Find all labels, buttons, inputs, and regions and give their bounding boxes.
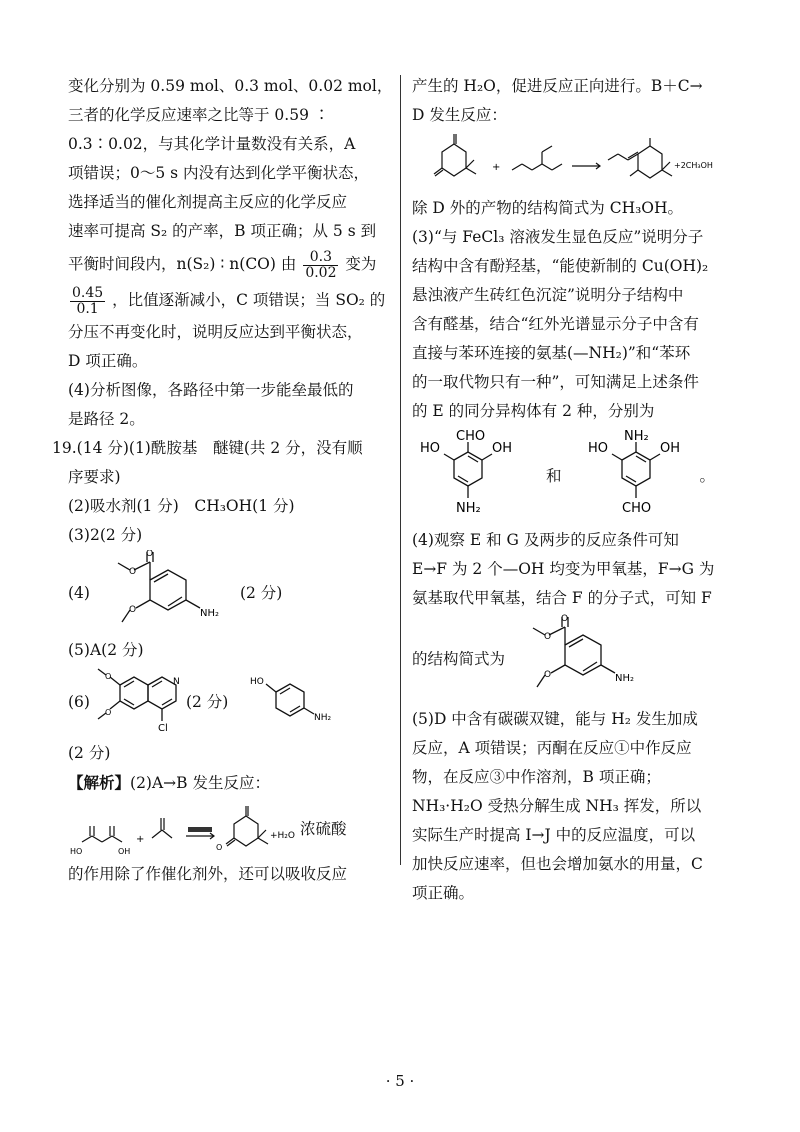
- text-line: 直接与苯环连接的氨基(—NH₂)”和“苯环: [412, 344, 691, 362]
- chlorine-label: Cl: [157, 723, 168, 734]
- oxygen-label: O: [145, 550, 154, 559]
- isomers-row: [412, 426, 742, 526]
- oxygen-label: O: [104, 672, 112, 681]
- oxygen-label: O: [128, 567, 137, 577]
- text-line: 氨基取代甲氧基，结合 F 的分子式，可知 F: [412, 589, 712, 607]
- text-line: (2)吸水剂(1 分) CH₃OH(1 分): [68, 497, 295, 515]
- f-structure-row: [412, 613, 742, 705]
- text-line: (5)D 中含有碳碳双键，能与 H₂ 发生加成: [412, 710, 698, 728]
- text: (2)A→B 发生反应：: [130, 774, 270, 792]
- amino-label: NH₂: [623, 429, 649, 444]
- reaction-b-c-to-d: [412, 130, 742, 194]
- text-line-with-fraction: [68, 246, 386, 282]
- analysis-line: [68, 768, 386, 798]
- score: (2 分): [185, 692, 229, 711]
- aldehyde-label: CHO: [621, 501, 651, 516]
- text: 平衡时间段内，n(S₂) ∶ n(CO) 由: [68, 255, 297, 273]
- text-line-with-fraction: [68, 282, 386, 318]
- text-line: 实际生产时提高 I→J 中的反应温度，可以: [412, 826, 696, 844]
- text-line: D 项正确。: [68, 352, 148, 370]
- fraction: [70, 286, 105, 317]
- left-column: [52, 72, 393, 889]
- question-number: 19.: [52, 439, 77, 457]
- text: 的结构简式为: [412, 649, 506, 668]
- isomer-1-structure: [412, 426, 532, 526]
- text-line: 含有醛基，结合“红外光谱显示分子中含有: [412, 315, 699, 333]
- reaction-condition-mark: [188, 827, 212, 832]
- text-line: 序要求): [68, 468, 121, 486]
- text-line: (3)2(2 分): [68, 526, 143, 544]
- period: 。: [699, 466, 716, 485]
- compound-f-structure: [505, 613, 655, 705]
- fraction-numerator: 0.45: [72, 284, 104, 301]
- text-line: (3)“与 FeCl₃ 溶液发生显色反应”说明分子: [412, 228, 704, 246]
- right-column: [412, 72, 742, 908]
- nitrogen-label: N: [172, 677, 180, 687]
- text-line: 变化分别为 0.59 mol、0.3 mol、0.02 mol，: [68, 77, 393, 95]
- text: 变为: [345, 255, 377, 273]
- plus-sign: +: [136, 834, 145, 845]
- score: (2 分): [239, 583, 283, 602]
- water-product: +H₂O: [270, 831, 296, 841]
- text-line: (4)分析图像，各路径中第一步能垒最低的: [68, 381, 354, 399]
- hydroxyl-label: HO: [70, 847, 83, 856]
- hydroxyl-label: HO: [420, 441, 441, 456]
- text-line: 反应，A 项错误；丙酮在反应①中作反应: [412, 739, 692, 757]
- fraction-denominator: 0.02: [305, 264, 337, 281]
- text-line: 物，在反应③中作溶剂，B 项正确；: [412, 768, 661, 786]
- answer-label: (4): [68, 583, 90, 602]
- oxygen-label: O: [561, 614, 569, 624]
- text: 浓硫酸: [300, 819, 347, 838]
- aldehyde-label: CHO: [456, 429, 486, 444]
- fraction: [303, 250, 338, 281]
- text-line: 的作用除了作催化剂外，还可以吸收反应: [68, 865, 348, 883]
- oxygen-label: O: [544, 670, 552, 680]
- hydroxyl-label: OH: [492, 441, 513, 456]
- text-line: 速率可提高 S₂ 的产率，B 项正确；从 5 s 到: [68, 222, 377, 240]
- text-line: 三者的化学反应速率之比等于 0.59 ∶: [68, 106, 330, 124]
- question-19-header: [52, 434, 386, 463]
- answer-label: (6): [68, 692, 90, 711]
- text-line: 分压不再变化时，说明反应达到平衡状态，: [68, 323, 363, 341]
- analysis-tag: 【解析】: [68, 773, 131, 792]
- oxygen-label: O: [544, 632, 552, 642]
- hydroxyl-label: OH: [118, 847, 131, 856]
- hydroxyl-label: OH: [659, 441, 680, 456]
- oxygen-label: O: [128, 605, 137, 615]
- malonic-acid-acetone-reaction-scheme: [68, 798, 318, 860]
- hydroxyl-label: HO: [250, 677, 265, 687]
- text-line: (4)观察 E 和 G 及两步的反应条件可知: [412, 531, 679, 549]
- text-line: 产生的 H₂O，促进反应正向进行。B＋C→: [412, 77, 703, 95]
- hydroxyl-label: HO: [587, 441, 608, 456]
- text-line: 除 D 外的产物的结构简式为 CH₃OH。: [412, 199, 684, 217]
- text-line: (5)A(2 分): [68, 641, 144, 659]
- text-line: 悬浊液产生砖红色沉淀”说明分子结构中: [412, 286, 684, 304]
- methanol-product: +2CH₃OH: [674, 161, 713, 170]
- amino-label: NH₂: [314, 713, 332, 723]
- connector: 和: [546, 466, 562, 485]
- isomer-2-structure: [580, 426, 700, 526]
- text-line: 的 E 的同分异构体有 2 种，分别为: [412, 402, 655, 420]
- answer-4-row: [68, 550, 386, 636]
- text-line: E→F 为 2 个—OH 均变为甲氧基，F→G 为: [412, 560, 715, 578]
- 4-chloro-6-7-dimethoxyquinoline-structure: [90, 665, 186, 739]
- fraction-numerator: 0.3: [303, 250, 338, 266]
- answer-6-row: [68, 665, 386, 739]
- text-line: 加快反应速率，但也会增加氨水的用量，C: [412, 855, 703, 873]
- text-line: 0.3∶0.02，与其化学计量数没有关系，A: [68, 135, 356, 153]
- reaction-a-to-b: [68, 798, 386, 860]
- amino-label: NH₂: [199, 608, 219, 619]
- text-line: 选择适当的催化剂提高主反应的化学反应: [68, 193, 348, 211]
- oxygen-label: O: [216, 843, 223, 852]
- text-line: 的一取代物只有一种”，可知满足上述条件: [412, 373, 699, 391]
- amino-label: NH₂: [456, 501, 481, 516]
- text-line: (2 分): [68, 744, 111, 762]
- page-number: · 5 ·: [385, 1072, 415, 1090]
- b-plus-c-reaction-scheme: [412, 130, 742, 194]
- text-line: 是路径 2。: [68, 410, 145, 428]
- amino-label: NH₂: [615, 673, 635, 684]
- text-line: 结构中含有酚羟基，“能使新制的 Cu(OH)₂: [412, 257, 709, 275]
- methyl-4-amino-2-methoxybenzoate-structure: [90, 550, 240, 636]
- text: (14 分)(1)酰胺基 醚键(共 2 分，没有顺: [76, 439, 363, 457]
- oxygen-label: O: [104, 708, 112, 717]
- text: ，比值逐渐减小，C 项错误；当 SO₂ 的: [112, 291, 386, 309]
- text-line: NH₃·H₂O 受热分解生成 NH₃ 挥发，所以: [412, 797, 702, 815]
- fraction-denominator: 0.1: [76, 300, 99, 317]
- plus-sign: +: [492, 162, 501, 173]
- text-line: D 发生反应：: [412, 106, 507, 124]
- 4-aminophenol-structure: [246, 672, 346, 732]
- column-divider: [400, 75, 401, 865]
- text-line: 项正确。: [412, 884, 475, 902]
- text-line: 项错误；0～5 s 内没有达到化学平衡状态，: [68, 164, 370, 182]
